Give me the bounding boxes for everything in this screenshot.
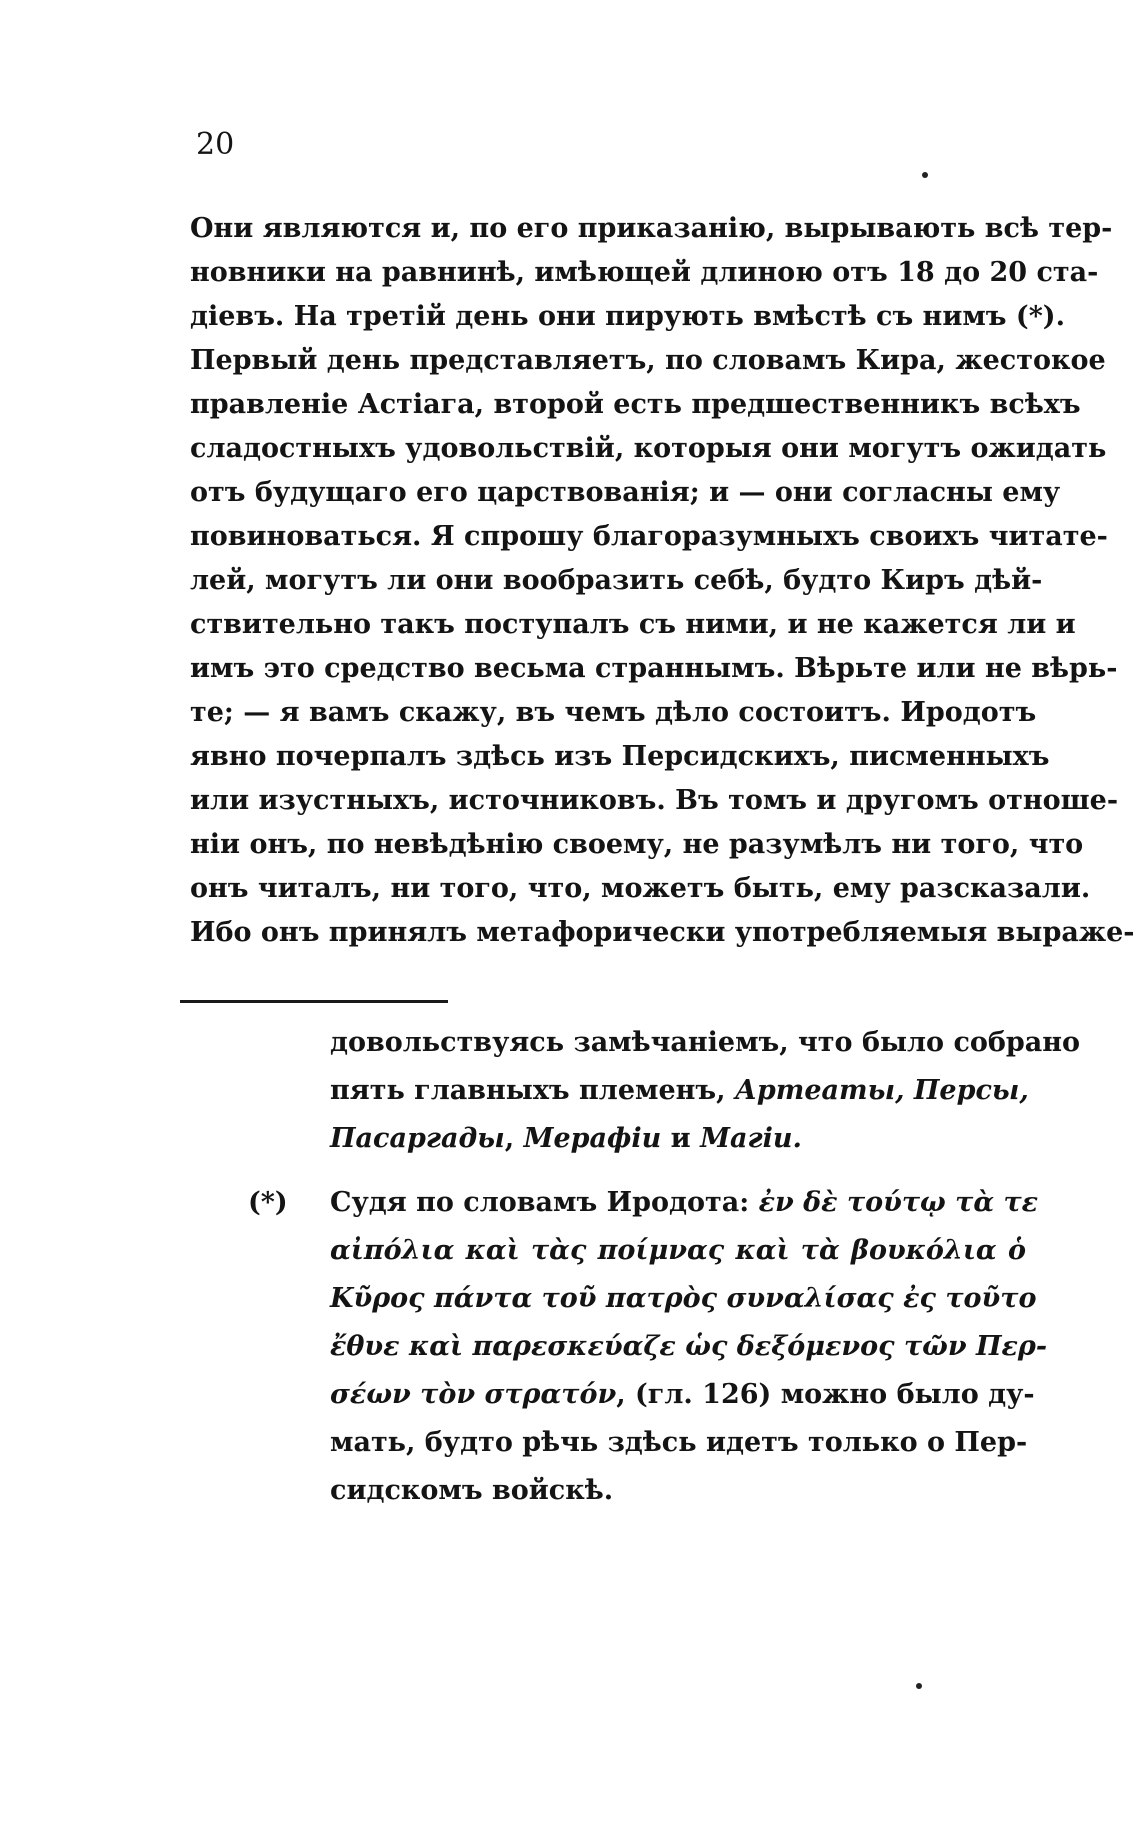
footnote-marker: (*) <box>248 1187 288 1218</box>
text-line: или изустныхъ, источниковъ. Въ томъ и другомъ отноше- <box>190 785 1119 816</box>
footnote <box>248 1179 1048 1515</box>
text-line: Ибо онъ принялъ метафорически употребляемыя выраже- <box>190 917 1135 948</box>
text-line: ніи онъ, по невѣдѣнію своему, не разумѣлъ ни того, что <box>190 829 1084 860</box>
footnote-text: и <box>661 1123 701 1154</box>
text-line: діевъ. На третій день они пирують вмѣстѣ съ нимъ (*). <box>190 301 1065 332</box>
footnote-line <box>330 1115 1024 1163</box>
text-line: Они являются и, по его приказанію, вырывають всѣ тер- <box>190 213 1113 244</box>
main-text <box>190 207 1135 955</box>
greek-quotation: Κῦρος πάντα τοῦ πατρὸς συναλίσας ἐς τοῦτο <box>330 1283 1037 1314</box>
greek-quotation: ἔθυε καὶ παρεσκεύαζε ὡς δεξόμενος τῶν Περ- <box>330 1331 1048 1362</box>
greek-quotation: αἰπόλια καὶ τὰς ποίμνας καὶ τὰ βουκόλια ὁ <box>330 1235 1026 1266</box>
print-speck <box>922 172 928 178</box>
footnote-text: , <box>504 1123 524 1154</box>
text-line: правленіе Астіага, второй есть предшественникъ всѣхъ <box>190 389 1081 420</box>
text-line: повиноваться. Я спрошу благоразумныхъ своихъ читате- <box>190 521 1108 552</box>
footnote-continued <box>330 1019 1081 1163</box>
footnote-line <box>248 1371 1035 1419</box>
footnote-line: сидскомъ войскѣ. <box>330 1475 614 1506</box>
text-line: те; — я вамъ скажу, въ чемъ дѣло состоитъ. Иродотъ <box>190 697 1037 728</box>
footnote-text: Судя по словамъ Иродота: <box>330 1187 759 1218</box>
text-line: отъ будущаго его царствованія; и — они согласны ему <box>190 477 1061 508</box>
footnote-italic-text: Пасаргады <box>330 1123 505 1154</box>
footnote-italic-text: Магіи. <box>700 1123 802 1154</box>
footnote-line <box>248 1179 1039 1227</box>
text-line: онъ читалъ, ни того, что, можетъ быть, ему разсказали. <box>190 873 1091 904</box>
footnote-text: пять главныхъ племенъ, <box>330 1075 735 1106</box>
footnote-line: мать, будто рѣчь здѣсь идетъ только о Пер- <box>330 1427 1028 1458</box>
footnote-separator-rule <box>180 1000 448 1003</box>
text-line: Первый день представляетъ, по словамъ Кира, жестокое <box>190 345 1106 376</box>
text-line: новники на равнинѣ, имѣющей длиною отъ 18 до 20 ста- <box>190 257 1099 288</box>
text-line: сладостныхъ удовольствій, которыя они могутъ ожидать <box>190 433 1107 464</box>
text-line: имъ это средство весьма страннымъ. Вѣрьте или не вѣрь- <box>190 653 1118 684</box>
greek-quotation: ἐν δὲ τούτῳ τὰ τε <box>758 1187 1039 1218</box>
print-speck <box>916 1683 922 1689</box>
footnote-italic-text: Артеаты, Персы, <box>734 1075 1029 1106</box>
footnote-line <box>330 1067 1029 1115</box>
page-number: 20 <box>196 127 235 162</box>
text-line: явно почерпалъ здѣсь изъ Персидскихъ, писменныхъ <box>190 741 1050 772</box>
text-line: ствительно такъ поступалъ съ ними, и не кажется ли и <box>190 609 1076 640</box>
greek-quotation: σέων τὸν στρατόν <box>330 1379 617 1410</box>
footnote-italic-text: Мерафіи <box>523 1123 662 1154</box>
footnote-line: довольствуясь замѣчаніемъ, что было собрано <box>330 1027 1081 1058</box>
footnote-text: , (гл. 126) можно было ду- <box>616 1379 1035 1410</box>
text-line: лей, могутъ ли они вообразить себѣ, будто Киръ дѣй- <box>190 565 1043 596</box>
